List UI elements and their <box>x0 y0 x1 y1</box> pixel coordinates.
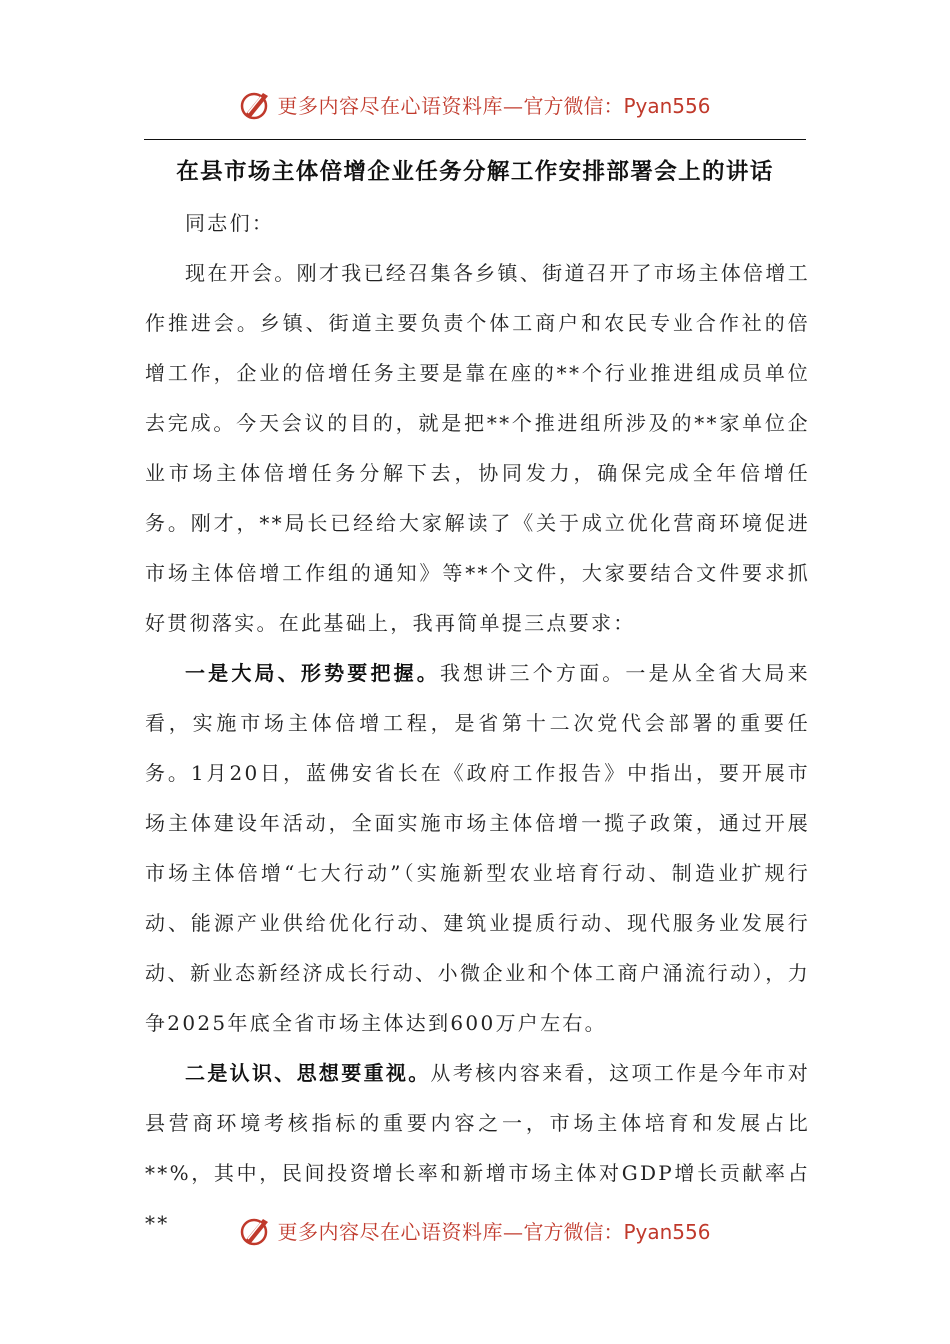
document-title: 在县市场主体倍增企业任务分解工作安排部署会上的讲话 <box>176 159 774 185</box>
banner-text: 更多内容尽在心语资料库— <box>277 93 524 118</box>
document-body <box>145 198 810 1248</box>
footer-banner-text: 更多内容尽在心语资料库— <box>277 1219 524 1244</box>
paragraph-point-1 <box>145 648 810 1048</box>
header-banner <box>0 84 950 124</box>
footer-banner-contact: 官方微信：Pyan556 <box>523 1219 711 1244</box>
point-1-heading: 一是大局、形势要把握。 <box>185 661 440 685</box>
point-2-body: 从考核内容来看，这项工作是今年市对县营商环境考核指标的重要内容之一，市场主体培育和发展占比**%，其中，民间投资增长率和新增市场主体对GDP增长贡献率占** <box>145 1061 810 1235</box>
salutation: 同志们： <box>185 211 275 235</box>
paragraph-intro: 现在开会。刚才我已经召集各乡镇、街道召开了市场主体倍增工作推进会。乡镇、街道主要负责个体工商户和农民专业合作社的倍增工作，企业的倍增任务主要是靠在座的**个行业推进组成员单位去完成。今天会议的目的，就是把**个推进组所涉及的**家单位企业市场主体倍增任务分解下去，协同发力，确保完成全年倍增任务。刚才，**局长已经给大家解读了《关于成立优化营商环境促进市场主体倍增工作组的通知》等**个文件，大家要结合文件要求抓好贯彻落实。在此基础上，我再简单提三点要求： <box>145 261 810 635</box>
pen-nib-icon <box>239 87 273 121</box>
point-2-heading: 二是认识、思想要重视。 <box>185 1061 431 1085</box>
header-divider <box>144 139 806 140</box>
point-1-body: 我想讲三个方面。一是从全省大局来看，实施市场主体倍增工程，是省第十二次党代会部署的重要任务。1月20日，蓝佛安省长在《政府工作报告》中指出，要开展市场主体建设年活动，全面实施市场主体倍增一揽子政策，通过开展市场主体倍增“七大行动”（实施新型农业培育行动、制造业扩规行动、能源产业供给优化行动、建筑业提质行动、现代服务业发展行动、新业态新经济成长行动、小微企业和个体工商户涌流行动），力争2025年底全省市场主体达到600万户左右。 <box>145 661 810 1035</box>
pen-nib-icon <box>239 1213 273 1247</box>
banner-contact: 官方微信：Pyan556 <box>523 93 711 118</box>
footer-banner <box>0 1210 950 1250</box>
